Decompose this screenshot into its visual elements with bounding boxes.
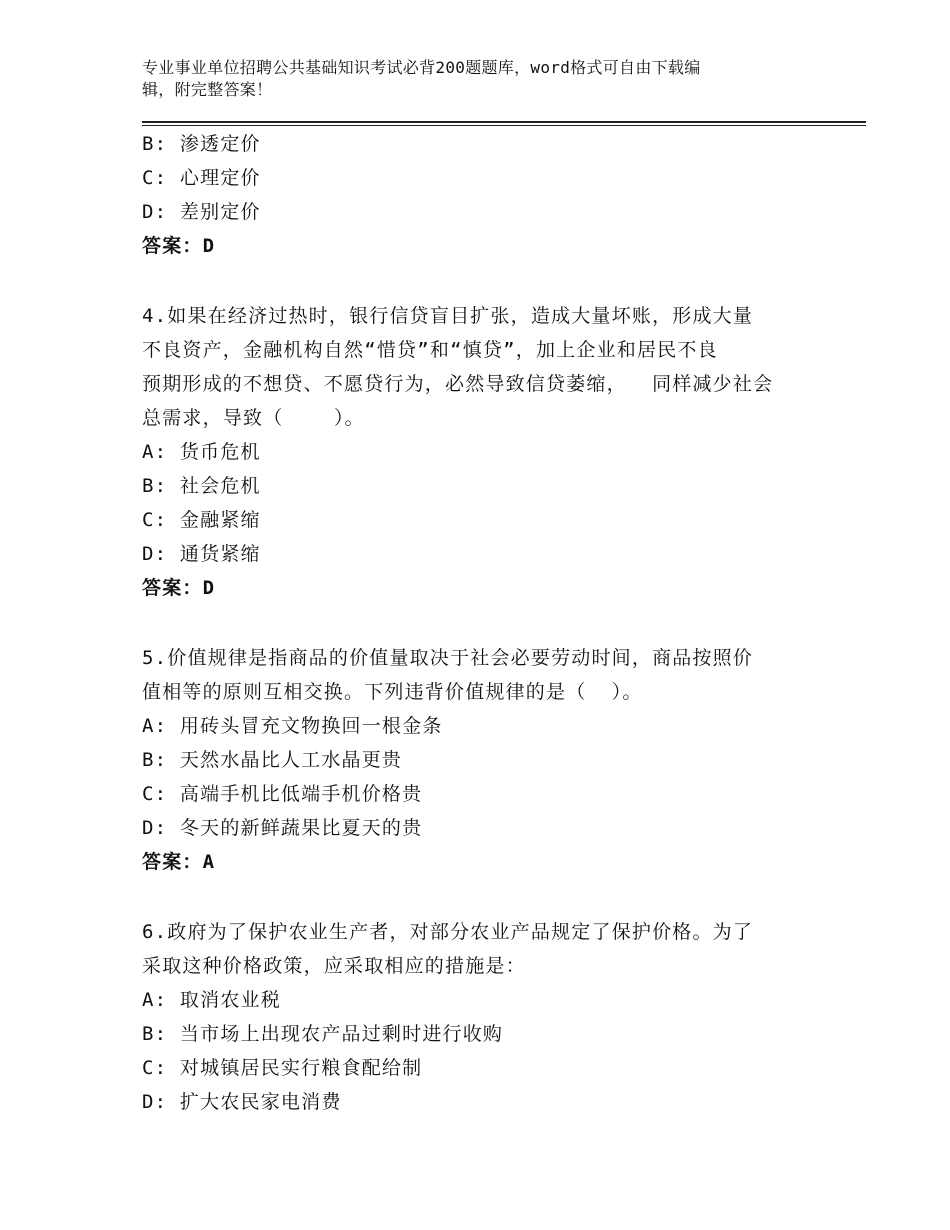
- option-c: C: 对城镇居民实行粮食配给制: [142, 1057, 423, 1079]
- option-c: C: 心理定价: [142, 167, 261, 189]
- question-6: [142, 915, 822, 1119]
- question-stem-line: 值相等的原则互相交换。下列违背价值规律的是（ ）。: [142, 681, 643, 703]
- option-d: D: 冬天的新鲜蔬果比夏天的贵: [142, 817, 423, 839]
- option-d: D: 通货紧缩: [142, 543, 261, 565]
- question-stem-line: 4.如果在经济过热时，银行信贷盲目扩张，造成大量坏账，形成大量: [142, 305, 754, 327]
- header-line-1: 专业事业单位招聘公共基础知识考试必背200题题库，word格式可自由下载编: [142, 58, 701, 77]
- question-stem-line: 预期形成的不想贷、不愿贷行为，必然导致信贷萎缩， 同样减少社会: [142, 373, 774, 395]
- option-d: D: 差别定价: [142, 201, 261, 223]
- question-list: [142, 127, 822, 1119]
- option-d: D: 扩大农民家电消费: [142, 1091, 342, 1113]
- question-stem-line: 总需求，导致（ ）。: [142, 407, 365, 429]
- answer-line: 答案：D: [142, 235, 216, 257]
- header-rule-thin: [142, 125, 866, 126]
- question-3-tail: [142, 127, 822, 263]
- question-stem-line: 5.价值规律是指商品的价值量取决于社会必要劳动时间，商品按照价: [142, 647, 754, 669]
- header-rule-thick: [142, 121, 866, 123]
- answer-line: 答案：A: [142, 851, 216, 873]
- document-header: [142, 57, 782, 101]
- question-stem-line: 不良资产，金融机构自然“惜贷”和“慎贷”，加上企业和居民不良: [142, 339, 718, 361]
- option-b: B: 当市场上出现农产品过剩时进行收购: [142, 1023, 504, 1045]
- option-b: B: 天然水晶比人工水晶更贵: [142, 749, 403, 771]
- question-stem-line: 采取这种价格政策，应采取相应的措施是：: [142, 955, 526, 977]
- option-a: A: 货币危机: [142, 441, 261, 463]
- option-a: A: 取消农业税: [142, 989, 281, 1011]
- answer-line: 答案：D: [142, 577, 216, 599]
- header-line-2: 辑，附完整答案！: [142, 80, 273, 99]
- option-b: B: 渗透定价: [142, 133, 261, 155]
- question-4: [142, 299, 822, 605]
- option-c: C: 金融紧缩: [142, 509, 261, 531]
- option-a: A: 用砖头冒充文物换回一根金条: [142, 715, 443, 737]
- option-c: C: 高端手机比低端手机价格贵: [142, 783, 423, 805]
- option-b: B: 社会危机: [142, 475, 261, 497]
- question-5: [142, 641, 822, 879]
- question-stem-line: 6.政府为了保护农业生产者，对部分农业产品规定了保护价格。为了: [142, 921, 754, 943]
